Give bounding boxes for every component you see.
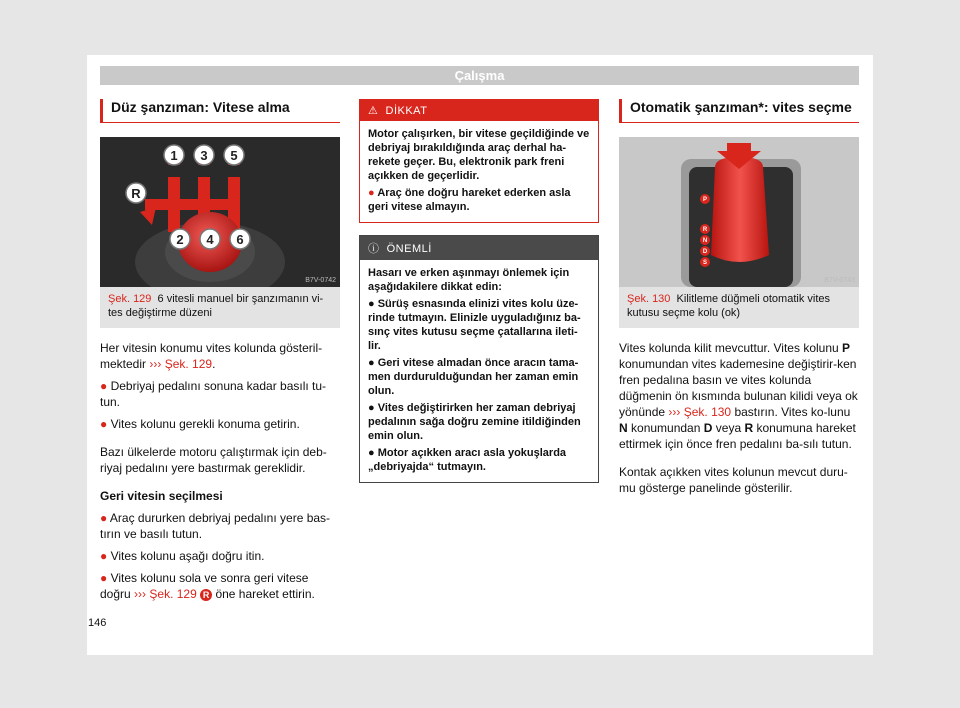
caption-text: Kilitleme düğmeli otomatik vites kutusu seçme kolu (ok) — [627, 293, 830, 319]
note-bullet — [368, 356, 590, 398]
text: veya — [715, 421, 742, 435]
gear-label-1: 1 — [170, 148, 178, 163]
text: Araç öne doğru hareket ederken asla geri vitese almayın. — [368, 187, 571, 213]
bullet-icon: ● — [368, 402, 375, 414]
arrow-icon: ››› — [668, 405, 681, 419]
gear-n: N — [619, 421, 628, 435]
note-bullet — [368, 446, 590, 474]
right-heading: Otomatik şanzıman*: vites seçme — [619, 99, 859, 123]
gear-letter-r: R — [702, 227, 708, 233]
gear-label-2: 2 — [176, 232, 184, 247]
caption-ref[interactable]: Şek. 130 — [627, 293, 671, 305]
paragraph: Bazı ülkelerde motoru çalıştırmak için deb-riyaj pedalını yere bastırmak gereklidir. — [100, 445, 327, 475]
page-number: 146 — [88, 617, 107, 629]
text: Debriyaj pedalını sonuna kadar basılı tu-tun. — [100, 379, 327, 409]
gear-d: D — [703, 421, 713, 435]
figure-caption — [100, 287, 340, 328]
gear-label-3: 3 — [200, 148, 208, 163]
warning-triangle-icon: ⚠ — [368, 105, 379, 117]
text: konumuna hareket ettirmek için önce fren pedalını ba-sılı tutun. — [619, 421, 856, 451]
gear-letter-s: S — [702, 260, 708, 266]
figure-link[interactable]: Şek. 129 — [149, 587, 197, 601]
text: Sürüş esnasında elinizi vites kolu üze-rinde tutmayın. Elinizle uyguladığınız ba-sınç vites kutusu seçme çatallarına ileti-lir. — [368, 298, 581, 352]
gear-label-6: 6 — [236, 232, 244, 247]
note-title: ÖNEMLİ — [386, 243, 432, 255]
left-column — [100, 99, 340, 602]
left-heading: Düz şanzıman: Vitese alma — [100, 99, 340, 123]
bullet-icon: ● — [100, 511, 108, 525]
figure-link[interactable]: Şek. 130 — [683, 405, 732, 419]
bullet-icon: ● — [368, 447, 375, 459]
bullet-icon: ● — [368, 187, 375, 199]
bullet-icon: ● — [100, 417, 108, 431]
text: Geri vitese almadan önce aracın tama-men durdurulduğundan her zaman emin olun. — [368, 357, 579, 397]
bullet-item — [100, 416, 340, 432]
reverse-badge: R — [200, 589, 212, 601]
arrow-icon: ››› — [149, 357, 162, 371]
note-box — [359, 235, 599, 483]
paragraph: Her vitesin konumu vites kolunda gösteril-mektedir ››› Şek. 129. — [100, 341, 323, 371]
figure-130 — [619, 137, 859, 328]
figure-link[interactable]: Şek. 129 — [164, 357, 213, 371]
text: Vites değiştirirken her zaman debriyaj pedalının sağa doğru zemine itildiğinden emin olun. — [368, 402, 581, 442]
gear-letter-p: P — [702, 197, 708, 203]
note-bullet — [368, 401, 590, 443]
text: öne hareket ettirin. — [215, 587, 315, 601]
gear-r: R — [744, 421, 754, 435]
note-bullet — [368, 297, 590, 353]
text: konumundan vites kademesine değiştirir-ken fren pedalına basın ve vites kolunda düğmenin ön kısmında bulunan kilidi veya ok yönünde — [619, 357, 858, 419]
warning-body — [360, 121, 598, 222]
automatic-selector-illustration — [619, 137, 859, 287]
bullet-icon: ● — [100, 549, 108, 563]
figure-code: B7V-0742 — [305, 277, 336, 284]
figure-code: B7V-0743 — [824, 277, 855, 284]
warning-box — [359, 99, 599, 223]
text: Motor açıkken aracı asla yokuşlarda „debriyajda“ tutmayın. — [368, 447, 567, 473]
bullet-item — [100, 510, 340, 542]
text: konumundan — [631, 421, 701, 435]
text: Araç dururken debriyaj pedalını yere bas-tırın ve basılı tutun. — [100, 511, 331, 541]
warning-lead: Motor çalışırken, bir vitese geçildiğinde ve debriyaj bırakıldığında araç derhal ha-rekete geçer. Bu, elektronik park freni açıkken de geçerlidir. — [368, 128, 590, 182]
sub-heading: Geri vitesin seçilmesi — [100, 489, 223, 503]
gear-label-5: 5 — [230, 148, 238, 163]
text: Vites kolunu gerekli konuma getirin. — [110, 417, 300, 431]
warning-title: DİKKAT — [385, 105, 428, 117]
gear-label-4: 4 — [206, 232, 214, 247]
gear-shift-photo — [100, 137, 340, 287]
gear-p: P — [842, 341, 851, 355]
gear-letter-d: D — [702, 249, 708, 255]
arrow-icon: ››› — [134, 587, 147, 601]
text: Her vitesin konumu vites kolunda gösteril-mektedir — [100, 341, 323, 371]
text: Vites kolunu aşağı doğru itin. — [110, 549, 265, 563]
info-circle-icon: ⓘ — [368, 243, 380, 255]
figure-caption — [619, 287, 859, 328]
bullet-icon: ● — [100, 379, 108, 393]
right-column — [619, 99, 859, 496]
gear-letter-n: N — [702, 238, 708, 244]
automatic-selector-photo — [619, 137, 859, 287]
gear-label-r: R — [131, 186, 141, 201]
caption-ref[interactable]: Şek. 129 — [108, 293, 152, 305]
section-header: Çalışma — [100, 66, 859, 85]
bullet-item — [100, 570, 340, 602]
note-lead: Hasarı ve erken aşınmayı önlemek için aşağıdakilere dikkat edin: — [368, 267, 570, 293]
paragraph: Kontak açıkken vites kolunun mevcut duru-mu gösterge panelinde gösterilir. — [619, 465, 848, 495]
paragraph — [619, 340, 859, 452]
bullet-icon: ● — [368, 298, 375, 310]
bullet-icon: ● — [368, 357, 375, 369]
bullet-icon: ● — [100, 571, 108, 585]
text: Vites kolunda kilit mevcuttur. Vites kolunu — [619, 341, 839, 355]
note-header — [360, 236, 598, 260]
warning-header — [360, 100, 598, 121]
bullet-item — [100, 378, 340, 410]
figure-129 — [100, 137, 340, 328]
text: Vites kolunu sola ve sonra geri vitese doğru — [100, 571, 309, 601]
manual-gear-illustration — [100, 137, 340, 287]
warning-bullet — [368, 186, 590, 214]
note-body — [360, 260, 598, 482]
caption-text: 6 vitesli manuel bir şanzımanın vi-tes değiştirme düzeni — [108, 293, 324, 319]
bullet-item — [100, 548, 340, 564]
text: bastırın. Vites ko-lunu — [734, 405, 851, 419]
middle-column — [359, 99, 599, 483]
